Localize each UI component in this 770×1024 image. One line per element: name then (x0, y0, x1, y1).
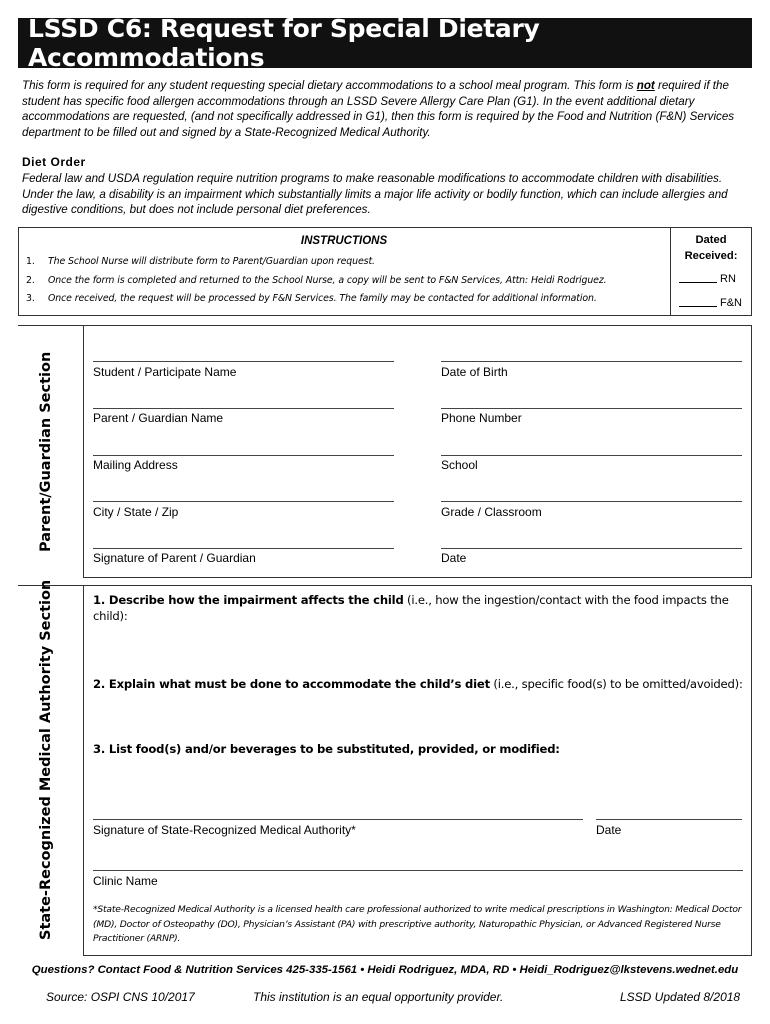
date-of-birth-field[interactable] (441, 361, 742, 362)
school-label: School (441, 458, 478, 472)
medical-date-label: Date (596, 823, 622, 837)
parent-signature-label: Signature of Parent / Guardian (93, 551, 256, 565)
intro-text-2: required if the student has specific food allergen accommodations through an LSSD Severe Allergy Care Plan (G1). In the event additional dietary accommodations are requested, (and not specifically addressed in G1), then this form is required by the Food and Nutrition (F&N) Services department to be filled out and signed by a State-Recognized Medical Authority. (22, 79, 735, 139)
mailing-address-label: Mailing Address (93, 458, 178, 472)
student-name-field[interactable] (93, 361, 394, 362)
phone-number-label: Phone Number (441, 411, 522, 425)
dated-received-label (672, 232, 750, 264)
form-title: LSSD C6: Request for Special Dietary Accommodations (18, 18, 752, 68)
question-2 (93, 676, 743, 692)
medical-signature-field[interactable] (93, 819, 583, 820)
instruction-item (26, 256, 375, 267)
diet-order-text: Federal law and USDA regulation require nutrition programs to make reasonable modifications to accommodate children with disabilities. Under the law, a disability is an impairment which substantially limits a major life activity or bodily function, which can include allergies and digestive conditions, but does not include personal diet preferences. (22, 172, 728, 216)
city-state-zip-label: City / State / Zip (93, 505, 179, 519)
medical-section-box (83, 585, 752, 956)
question-1-bold: 1. Describe how the impairment affects the child (93, 593, 404, 607)
parent-date-field[interactable] (441, 548, 742, 549)
instruction-number: 2. (26, 275, 35, 286)
updated-note: LSSD Updated 8/2018 (620, 990, 741, 1004)
instruction-item (26, 275, 607, 286)
grade-classroom-field[interactable] (441, 501, 742, 502)
dated-label: Dated (695, 234, 727, 246)
school-field[interactable] (441, 455, 742, 456)
parent-signature-field[interactable] (93, 548, 394, 549)
instruction-number: 1. (26, 256, 35, 267)
question-1-rest: (i.e., how the ingestion/contact with the food impacts the child): (93, 593, 729, 623)
parent-section-label: Parent/Guardian Section (38, 351, 54, 552)
instruction-text: Once the form is completed and returned to the School Nurse, a copy will be sent to F&N Services, Attn: Heidi Rodriguez. (48, 275, 607, 286)
question-3-bold: 3. List food(s) and/or beverages to be substituted, provided, or modified: (93, 742, 560, 756)
diet-order-heading: Diet Order (22, 155, 86, 169)
fn-label: F&N (720, 297, 742, 309)
grade-classroom-label: Grade / Classroom (441, 505, 542, 519)
equal-opportunity-note: This institution is an equal opportunity provider. (253, 990, 504, 1004)
question-2-bold: 2. Explain what must be done to accommodate the child’s diet (93, 677, 490, 691)
question-2-rest: (i.e., specific food(s) to be omitted/avoided): (489, 677, 743, 691)
question-1 (93, 592, 743, 624)
parent-date-label: Date (441, 551, 467, 565)
question-3 (93, 741, 743, 757)
instruction-number: 3. (26, 293, 35, 304)
contact-line: Questions? Contact Food & Nutrition Services 425-335-1561 • Heidi Rodriguez, MDA, RD • Heidi_Rodriguez@lkstevens.wednet.edu (31, 964, 739, 976)
clinic-name-label: Clinic Name (93, 874, 158, 888)
mailing-address-field[interactable] (93, 455, 394, 456)
intro-text-1: This form is required for any student requesting special dietary accommodations to a school meal program. This form is (22, 79, 637, 92)
medical-section-label: State-Recognized Medical Authority Section (38, 579, 54, 940)
student-name-label: Student / Participate Name (93, 365, 237, 379)
medical-signature-label: Signature of State-Recognized Medical Authority* (93, 823, 356, 837)
medical-authority-footnote: *State-Recognized Medical Authority is a licensed health care professional authorized to write medical prescriptions in Washington: Medical Doctor (MD), Doctor of Osteopathy (DO), Physician’s Assistant (PA) with prescriptive authority, Naturopathic Physician, or Advanced Registered Nurse Practitioner (ARNP). (93, 904, 742, 944)
clinic-name-field[interactable] (93, 870, 743, 871)
rn-label: RN (720, 273, 736, 285)
parent-name-label: Parent / Guardian Name (93, 411, 224, 425)
instruction-item (26, 293, 597, 304)
phone-number-field[interactable] (441, 408, 742, 409)
instruction-text: Once received, the request will be processed by F&N Services. The family may be contacted for additional information. (48, 293, 597, 304)
city-state-zip-field[interactable] (93, 501, 394, 502)
instructions-divider (670, 227, 671, 316)
fn-received-field[interactable] (679, 297, 742, 309)
parent-section-box (83, 325, 752, 578)
rn-received-field[interactable] (679, 273, 736, 285)
instructions-title: INSTRUCTIONS (300, 235, 388, 247)
source-note: Source: OSPI CNS 10/2017 (46, 990, 195, 1004)
date-of-birth-label: Date of Birth (441, 365, 508, 379)
intro-paragraph (22, 78, 748, 140)
instruction-text: The School Nurse will distribute form to Parent/Guardian upon request. (48, 256, 375, 267)
medical-date-field[interactable] (596, 819, 742, 820)
received-label: Received: (684, 250, 738, 262)
intro-emphasis: not (636, 79, 655, 92)
parent-name-field[interactable] (93, 408, 394, 409)
